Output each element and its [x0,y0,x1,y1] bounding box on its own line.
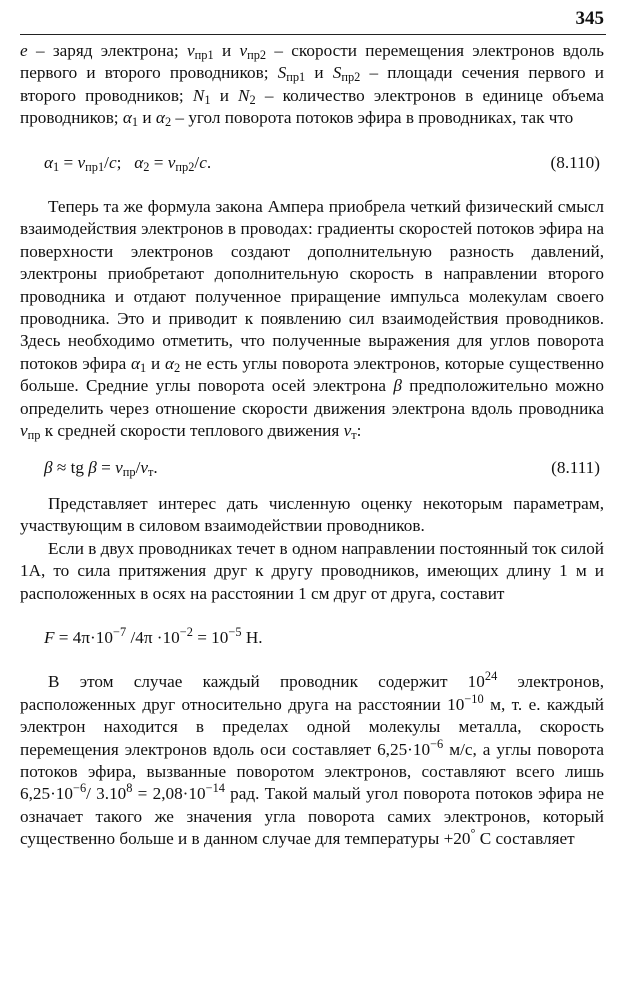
header-rule [20,34,606,35]
equation-8-110-number: (8.110) [550,152,600,172]
equation-8-110 [20,152,604,174]
equation-force-body: $F = 4\pi\cdot 10^{-7}$ $/4\pi \cdot 10^{-2} = 10^{-5}$ Н. [44,625,263,647]
paragraph-current: Если в двух проводниках течет в одном направлении постоянный ток силой 1А, то сила притяжения друг к другу проводников, имеющих длину 1 м и расположенных в осях на расстоянии 1 см друг от друга, составит [20,538,604,603]
paragraph-interest: Представляет интерес дать численную оценку некоторым параметрам, участвующим в силовом взаимодействии проводников. [20,493,604,536]
page-number: 345 [575,8,604,29]
equation-force [20,627,604,649]
equation-8-110-body: $\alpha_1 = v_{пр1}/c$; $\alpha_2 = v_{пр2}/c$. [44,152,212,174]
paragraph-case: В этом случае каждый проводник содержит $10^{24}$ электронов, расположенных друг относительно друга на расстоянии $10^{-10}$ м, т. е. каждый электрон находится в пределах одной молекулы металла, скорость перемещения электронов вдоль оси составляет $6,25\cdot 10^{-6}$ м/с, а углы поворота потоков эфира, вызванные поворотом электронов, составляют всего лишь $6,25\cdot 10^{-6}/$ $3.10^8 = 2,08\cdot 10^{-14}$ рад. Такой малый угол поворота потоков эфира не означает такого же значения угла поворота самих электронов, который существенно больше и в данном случае для температуры +20° С составляет [20,669,605,849]
page-body [20,40,604,851]
paragraph-ampere: Теперь та же формула закона Ампера приобрела четкий физический смысл взаимодействия электронов в проводах: градиенты скоростей потоков эфира на поверхности электронов создают дополнительную разность давлений, электроны приобретают дополнительную скорость в направлении второго проводника и отдают полученное приращение импульса молекулам своего проводника. Это и приводит к появлению сил взаимодействия проводников. Здесь необходимо отметить, что полученные выражения для углов поворота потоков эфира $\alpha_1$ и $\alpha_2$ не есть углы поворота электронов, которые существенно больше. Средние углы поворота осей электрона β предположительно можно определить через отношение скорости движения электрона вдоль проводника $v_{пр}$ к средней скорости теплового движения $v_т$: [20,197,605,443]
equation-8-111-number: (8.111) [551,457,600,477]
equation-8-111 [20,457,604,479]
paragraph-definitions: e – заряд электрона; $v_{пр1}$ и $v_{пр2}$ – скорости перемещения электронов вдоль первого и второго проводников; $S_{пр1}$ и $S_{пр2}$ – площади сечения первого и второго проводников; $N_1$ и $N_2$ – количество электронов в единице объема проводников; $\alpha_1$ и $\alpha_2$ – угол поворота потоков эфира в проводниках, так что [20,41,604,130]
equation-8-111-body: β ≈ tg $\beta = v_{пр}/v_т$. [44,457,158,479]
